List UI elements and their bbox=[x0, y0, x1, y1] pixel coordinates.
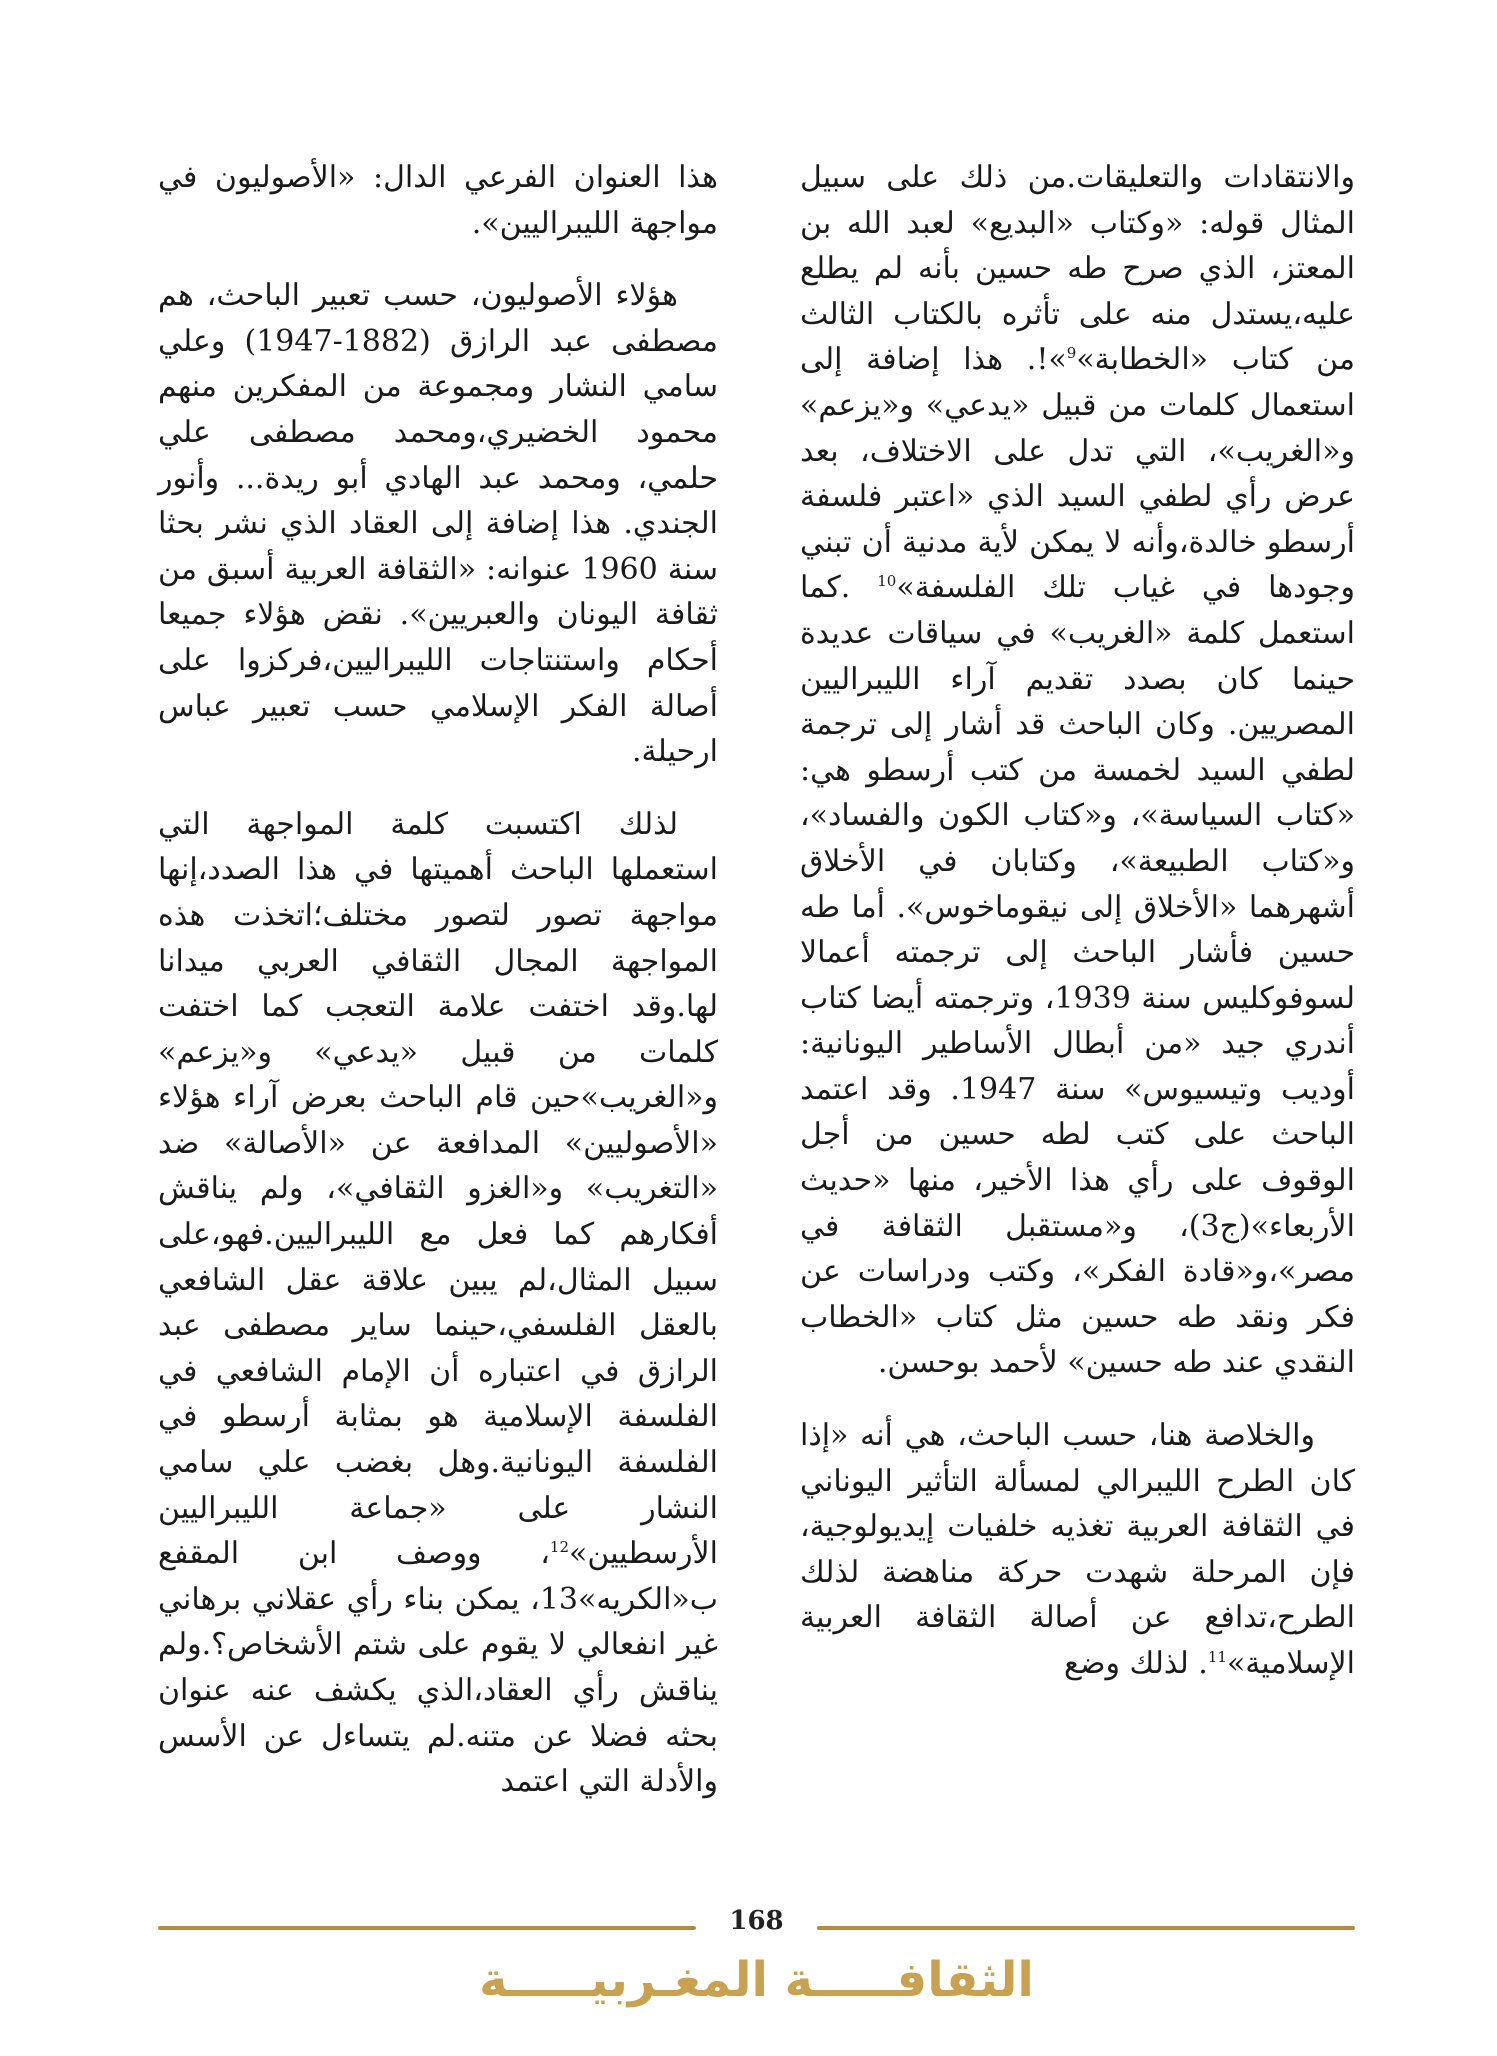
footer-rule-left bbox=[158, 1926, 696, 1930]
paragraph bbox=[158, 155, 718, 246]
footnote-ref: 10 bbox=[877, 572, 897, 591]
paragraph bbox=[800, 1413, 1355, 1687]
paragraph bbox=[158, 802, 718, 1805]
text-run: والانتقادات والتعليقات.من ذلك على سبيل المثال قوله: «وكتاب «البديع» لعبد الله بن المعتز، الذي صرح طه حسين بأنه لم يطلع عليه،يستدل منه على تأثره بالكتاب الثالث من كتاب «الخطابة» bbox=[800, 160, 1355, 378]
paragraph bbox=[158, 273, 718, 775]
right-text-column bbox=[800, 155, 1355, 1687]
text-run: .كما استعمل كلمة «الغريب» في سياقات عديدة حينما كان بصدد تقديم آراء الليبراليين المصريين. وكان الباحث قد أشار إلى ترجمة لطفي السيد لخمسة من كتب أرسطو هي: «كتاب السياسة»، و«كتاب الكون والفساد»، و«كتاب الطبيعة»، وكتابان في الأخلاق أشهرهما «الأخلاق إلى نيقوماخوس». أما طه حسين فأشار الباحث إلى ترجمته أعمالا لسوفوكليس سنة 1939، وترجمته أيضا كتاب أندري جيد «من أبطال الأساطير اليونانية: أوديب وتيسيوس» سنة 1947. وقد اعتمد الباحث على كتب لطه حسين من أجل الوقوف على رأي هذا الأخير، منها «حديث الأربعاء»(ج3)، و«مستقبل الثقافة في مصر»،و«قادة الفكر»، وكتب ودراسات عن فكر ونقد طه حسين مثل كتاب «الخطاب النقدي عند طه حسين» لأحمد بوحسن. bbox=[800, 570, 1356, 1381]
text-run: هؤلاء الأصوليون، حسب تعبير الباحث، هم مصطفى عبد الرازق (1882-1947) وعلي سامي النشار ومجموعة من المفكرين منهم محمود الخضيري،ومحمد مصطفى علي حلمي، ومحمد عبد الهادي أبو ريدة... وأنور الجندي. هذا إضافة إلى العقاد الذي نشر بحثا سنة 1960 عنوانه: «الثقافة العربية أسبق من ثقافة اليونان والعبريين». نقض هؤلاء جميعا أحكام واستنتاجات الليبراليين،فركزوا على أصالة الفكر الإسلامي حسب تعبير عباس ارحيلة. bbox=[158, 278, 719, 770]
magazine-masthead: الثقافـــــة المغـربيـــــة bbox=[479, 1952, 1034, 2008]
footnote-ref: 12 bbox=[549, 1538, 570, 1557]
text-run: والخلاصة هنا، حسب الباحث، هي أنه «إذا كان الطرح الليبرالي لمسألة التأثير اليوناني في الثقافة العربية تغذيه خلفيات إيديولوجية، فإن المرحلة شهدت حركة مناهضة لذلك الطرح،تدافع عن أصالة الثقافة العربية الإسلامية» bbox=[800, 1418, 1355, 1681]
page-number: 168 bbox=[729, 1906, 784, 1936]
page-footer bbox=[158, 1906, 1355, 2056]
footer-rule-right bbox=[817, 1926, 1355, 1930]
footnote-ref: 11 bbox=[1207, 1648, 1227, 1666]
paragraph bbox=[800, 155, 1355, 1386]
text-run: . لذلك وضع bbox=[1064, 1646, 1208, 1681]
text-run: »!. هذا إضافة إلى استعمال كلمات من قبيل «يدعي» و«يزعم» و«الغريب»، التي تدل على الاختلاف، بعد عرض رأي لطفي السيد الذي «اعتبر فلسفة أرسطو خالدة،وأنه لا يمكن لأية مدنية أن تبني وجودها في غياب تلك الفلسفة» bbox=[800, 342, 1355, 606]
text-run: هذا العنوان الفرعي الدال: «الأصوليون في مواجهة الليبراليين». bbox=[158, 160, 718, 241]
text-run: لذلك اكتسبت كلمة المواجهة التي استعملها الباحث أهميتها في هذا الصدد،إنها مواجهة تصور لتصور مختلف؛اتخذت هذه المواجهة المجال الثقافي العربي ميدانا لها.وقد اختفت علامة التعجب كما اختفت كلمات من قبيل «يدعي» و«يزعم» و«الغريب»حين قام الباحث بعرض آراء هؤلاء «الأصوليين» المدافعة عن «الأصالة» ضد «التغريب» و«الغزو الثقافي»، ولم يناقش أفكارهم كما فعل مع الليبراليين.فهو،على سبيل المثال،لم يبين علاقة عقل الشافعي بالعقل الفلسفي،حينما ساير مصطفى عبد الرازق في اعتباره أن الإمام الشافعي في الفلسفة الإسلامية هو بمثابة أرسطو في الفلسفة اليونانية.وهل بغضب علي سامي النشار على «جماعة الليبراليين الأرسطيين» bbox=[158, 806, 718, 1572]
footnote-ref: 9 bbox=[1066, 344, 1077, 363]
text-run: ، ووصف ابن المقفع ب«الكريه»13، يمكن بناء رأي عقلاني برهاني غير انفعالي لا يقوم على شتم الأشخاص؟.ولم يناقش رأي العقاد،الذي يكشف عنه عنوان بحثه فضلا عن متنه.لم يتساءل عن الأسس والأدلة التي اعتمد bbox=[158, 1536, 718, 1800]
left-text-column bbox=[158, 155, 718, 1805]
